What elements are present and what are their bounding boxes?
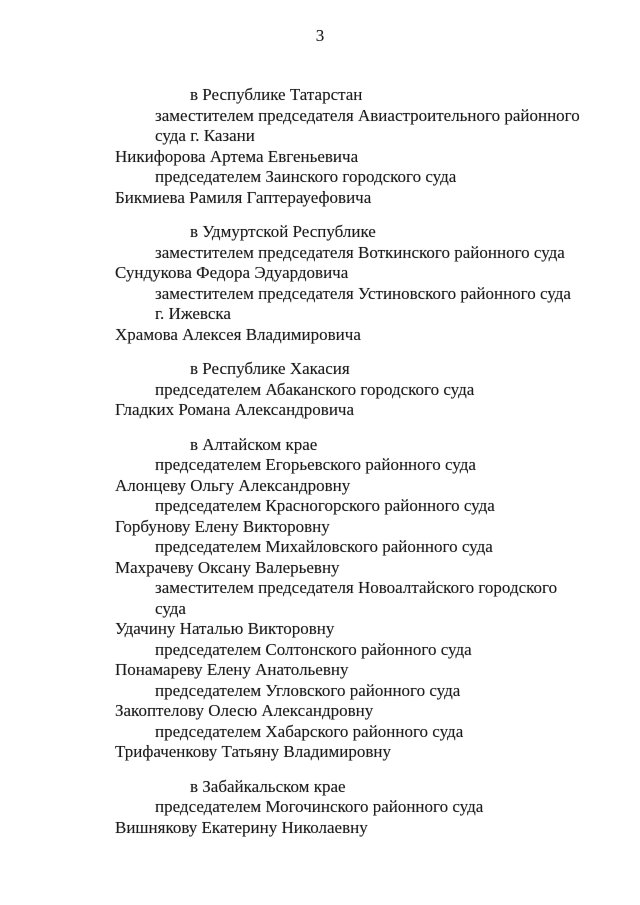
position-continuation-line: суда [155,598,186,618]
appointee-name: Никифорова Артема Евгеньевича [115,146,359,166]
position-continuation-line: г. Ижевска [155,304,231,323]
position-line: председателем Заинского городского суда [155,167,457,186]
position-line: председателем Солтонского районного суда [155,639,472,659]
position-line: заместителем председателя Устиновского районного суда [155,283,571,303]
position-line: председателем Хабарского районного суда [155,721,464,741]
position-line: председателем Егорьевского районного суда [155,455,476,474]
position-line: председателем Угловского районного суда [155,680,461,700]
appointee-name: Вишнякову Екатерину Николаевну [115,817,368,837]
section-region-heading: в Забайкальском крае [190,776,346,796]
appointee-name: Бикмиева Рамиля Гаптерауефовича [115,187,372,207]
appointee-name: Удачину Наталью Викторовну [115,619,335,638]
appointee-name: Храмова Алексея Владимировича [115,324,361,344]
section-region-heading: в Алтайском крае [190,434,318,454]
position-continuation-line: суда г. Казани [155,126,255,145]
section-region-heading: в Удмуртской Республике [190,222,376,241]
position-line: заместителем председателя Новоалтайского городского [155,578,558,597]
appointee-name: Закоптелову Олесю Александровну [115,701,374,720]
appointee-name: Сундукова Федора Эдуардовича [115,263,349,282]
position-line: заместителем председателя Воткинского районного суда [155,242,565,262]
position-line: председателем Абаканского городского суда [155,379,475,399]
section-region-heading: в Республике Татарстан [190,85,363,104]
appointee-name: Алонцеву Ольгу Александровну [115,475,351,495]
appointee-name: Трифаченкову Татьяну Владимировну [115,742,392,761]
page-number: 3 [315,26,325,45]
position-line: председателем Могочинского районного суда [155,797,484,816]
appointee-name: Махрачеву Оксану Валерьевну [115,557,340,577]
appointee-name: Гладких Романа Александровича [115,400,355,419]
decree-body [115,71,580,838]
position-line: заместителем председателя Авиастроительного районного [155,105,580,125]
position-line: председателем Красногорского районного суда [155,496,495,515]
position-line: председателем Михайловского районного суда [155,537,493,556]
section-region-heading: в Республике Хакасия [190,359,350,378]
appointee-name: Горбунову Елену Викторовну [115,516,330,536]
appointee-name: Понамареву Елену Анатольевну [115,660,349,679]
